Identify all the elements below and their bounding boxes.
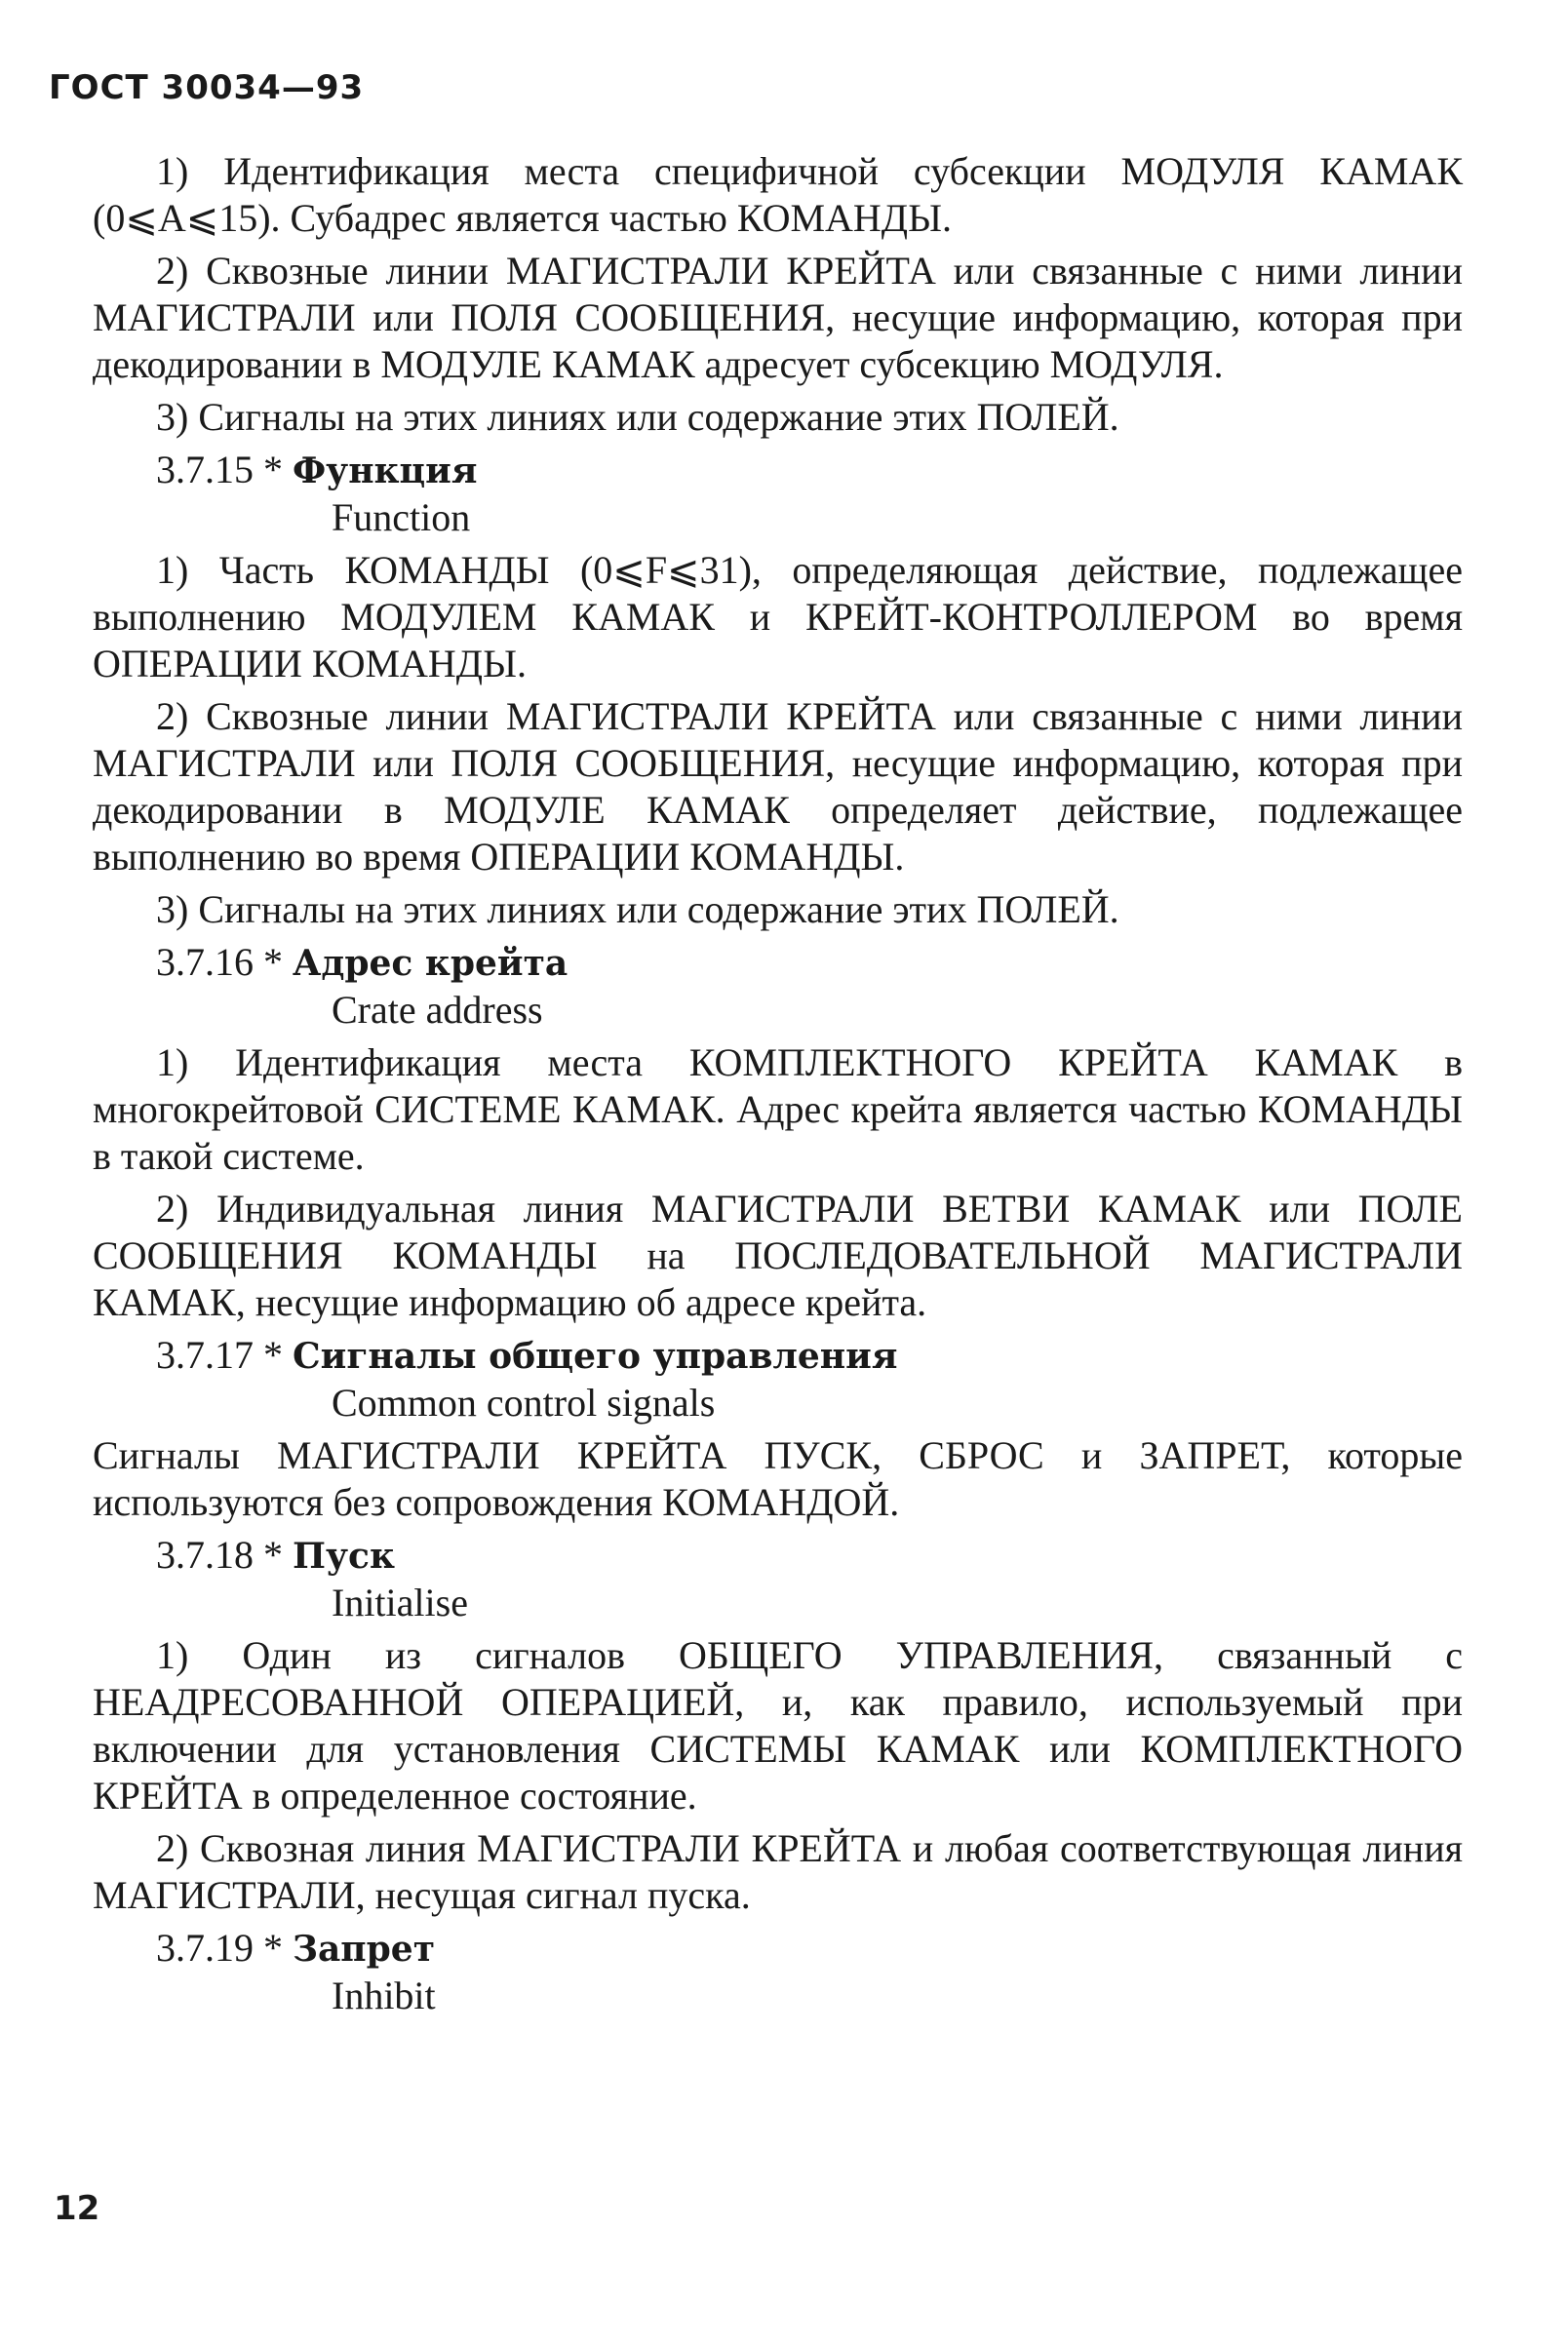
page-body — [93, 148, 1463, 2025]
term-heading — [156, 939, 1463, 1034]
paragraph: 2) Сквозные линии МАГИСТРАЛИ КРЕЙТА или связанные с ними линии МАГИСТРАЛИ или ПОЛЯ СООБЩЕНИЯ, несущие информацию, которая при декодировании в МОДУЛЕ КАМАК адресует субсекцию МОДУЛЯ. — [93, 249, 1463, 386]
term-title-en: Common control signals — [332, 1381, 716, 1425]
term-heading — [156, 1925, 1463, 2019]
paragraph: 1) Идентификация места КОМПЛЕКТНОГО КРЕЙТА КАМАК в многокрейтовой СИСТЕМЕ КАМАК. Адрес крейта является частью КОМАНДЫ в такой системе. — [93, 1040, 1463, 1178]
term-title-ru: Сигналы общего управления — [293, 1336, 898, 1377]
term-title-en: Crate address — [332, 988, 543, 1032]
term-title-en: Function — [332, 495, 471, 539]
term-number: 3.7.17 — [156, 1333, 254, 1377]
term-mark: * — [263, 940, 283, 984]
page-number: 12 — [54, 2189, 100, 2228]
term-mark: * — [263, 1926, 283, 1970]
term-heading — [156, 447, 1463, 541]
paragraph: 1) Один из сигналов ОБЩЕГО УПРАВЛЕНИЯ, связанный с НЕАДРЕСОВАННОЙ ОПЕРАЦИЕЙ, и, как правило, используемый при включении для установления СИСТЕМЫ КАМАК или КОМПЛЕКТНОГО КРЕЙТА в определенное состояние. — [93, 1633, 1463, 1818]
term-title-en: Initialise — [332, 1581, 468, 1624]
paragraph: 1) Идентификация места специфичной субсекции МОДУЛЯ КАМАК (0⩽A⩽15). Субадрес является частью КОМАНДЫ. — [93, 149, 1463, 240]
term-number: 3.7.15 — [156, 448, 254, 491]
term-title-ru: Функция — [293, 450, 478, 491]
term-number: 3.7.16 — [156, 940, 254, 984]
term-title-ru: Пуск — [293, 1536, 395, 1577]
term-mark: * — [263, 448, 283, 491]
term-heading — [156, 1332, 1463, 1427]
term-mark: * — [263, 1533, 283, 1577]
paragraph: 3) Сигналы на этих линиях или содержание этих ПОЛЕЙ. — [156, 395, 1119, 439]
paragraph: 2) Сквозные линии МАГИСТРАЛИ КРЕЙТА или связанные с ними линии МАГИСТРАЛИ или ПОЛЯ СООБЩЕНИЯ, несущие информацию, которая при декодировании в МОДУЛЕ КАМАК определяет действие, подлежащее выполнению во время ОПЕРАЦИИ КОМАНДЫ. — [93, 694, 1463, 879]
term-heading — [156, 1532, 1463, 1626]
term-number: 3.7.19 — [156, 1926, 254, 1970]
paragraph: 3) Сигналы на этих линиях или содержание этих ПОЛЕЙ. — [156, 887, 1119, 931]
term-mark: * — [263, 1333, 283, 1377]
paragraph: 1) Часть КОМАНДЫ (0⩽F⩽31), определяющая действие, подлежащее выполнению МОДУЛЕМ КАМАК и КРЕЙТ-КОНТРОЛЛЕРОМ во время ОПЕРАЦИИ КОМАНДЫ. — [93, 548, 1463, 685]
paragraph: Сигналы МАГИСТРАЛИ КРЕЙТА ПУСК, СБРОС и ЗАПРЕТ, которые используются без сопровождения КОМАНДОЙ. — [93, 1433, 1463, 1524]
term-title-ru: Запрет — [293, 1929, 436, 1970]
paragraph: 2) Индивидуальная линия МАГИСТРАЛИ ВЕТВИ КАМАК или ПОЛЕ СООБЩЕНИЯ КОМАНДЫ на ПОСЛЕДОВАТЕЛЬНОЙ МАГИСТРАЛИ КАМАК, несущие информацию об адресе крейта. — [93, 1187, 1463, 1324]
paragraph: 2) Сквозная линия МАГИСТРАЛИ КРЕЙТА и любая соответствующая линия МАГИСТРАЛИ, несущая сигнал пуска. — [93, 1826, 1463, 1917]
term-number: 3.7.18 — [156, 1533, 254, 1577]
term-title-ru: Адрес крейта — [293, 943, 568, 984]
term-title-en: Inhibit — [332, 1974, 436, 2017]
document-id: ГОСТ 30034—93 — [49, 68, 365, 107]
